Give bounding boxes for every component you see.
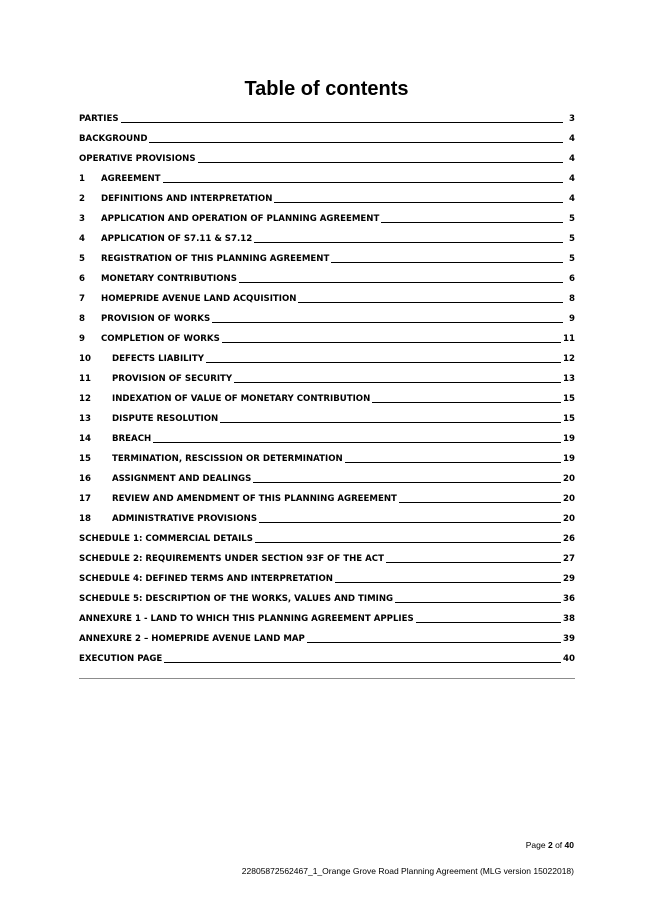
toc-entry[interactable] xyxy=(79,584,575,604)
toc-entry[interactable] xyxy=(79,144,575,164)
page-label: Page xyxy=(525,840,546,850)
toc-entry[interactable] xyxy=(79,184,575,204)
toc-entry-title: REVIEW AND AMENDMENT OF THIS PLANNING AGREEMENT xyxy=(112,494,397,504)
toc-entry[interactable] xyxy=(79,444,575,464)
toc-entry[interactable] xyxy=(79,524,575,544)
toc-leader-line xyxy=(254,242,563,243)
toc-entry[interactable] xyxy=(79,224,575,244)
toc-entry[interactable] xyxy=(79,564,575,584)
page-current: 2 xyxy=(547,840,553,850)
page-total: 40 xyxy=(564,840,574,850)
toc-entry-title: PROVISION OF WORKS xyxy=(101,314,211,324)
toc-leader-line xyxy=(399,502,561,503)
toc-entry-page: 4 xyxy=(569,154,575,164)
toc-entry-title: HOMEPRIDE AVENUE LAND ACQUISITION xyxy=(101,294,297,304)
toc-entry-page: 38 xyxy=(563,614,575,624)
document-reference: 22805872562467_1_Orange Grove Road Planning Agreement (MLG version 15022018) xyxy=(241,866,574,876)
toc-entry-number: 7 xyxy=(79,294,85,304)
toc-leader-line xyxy=(386,562,561,563)
toc-entry-number: 13 xyxy=(79,414,91,424)
toc-entry[interactable] xyxy=(79,404,575,424)
toc-entry-title: COMPLETION OF WORKS xyxy=(101,334,220,344)
toc-entry-number: 12 xyxy=(79,394,91,404)
toc-entry-title: TERMINATION, RESCISSION OR DETERMINATION xyxy=(112,454,343,464)
toc-entry-page: 8 xyxy=(569,294,575,304)
toc-entry-title: DEFINITIONS AND INTERPRETATION xyxy=(101,194,273,204)
toc-leader-line xyxy=(395,602,561,603)
toc-entry-number: 14 xyxy=(79,434,91,444)
toc-entry-title: ADMINISTRATIVE PROVISIONS xyxy=(112,514,258,524)
toc-entry[interactable] xyxy=(79,104,575,124)
toc-entry[interactable] xyxy=(79,324,575,344)
toc-entry-page: 40 xyxy=(563,654,575,664)
toc-leader-line xyxy=(198,162,563,163)
toc-leader-line xyxy=(149,142,563,143)
toc-entry-page: 6 xyxy=(569,274,575,284)
page-of: of xyxy=(555,840,563,850)
toc-leader-line xyxy=(335,582,561,583)
toc-entry[interactable] xyxy=(79,544,575,564)
toc-entry-page: 19 xyxy=(563,454,575,464)
toc-leader-line xyxy=(222,342,561,343)
toc-entry-title: APPLICATION OF S7.11 & S7.12 xyxy=(101,234,253,244)
toc-entry-page: 5 xyxy=(569,234,575,244)
toc-entry-title: SCHEDULE 2: REQUIREMENTS UNDER SECTION 93F OF THE ACT xyxy=(79,554,384,564)
toc-entry-page: 20 xyxy=(563,494,575,504)
toc-entry-page: 15 xyxy=(563,414,575,424)
toc-entry-page: 4 xyxy=(569,194,575,204)
toc-leader-line xyxy=(164,662,561,663)
toc-leader-line xyxy=(274,202,563,203)
toc-leader-line xyxy=(416,622,561,623)
toc-entry-page: 39 xyxy=(563,634,575,644)
toc-entry-number: 17 xyxy=(79,494,91,504)
toc-leader-line xyxy=(206,362,561,363)
toc-entry[interactable] xyxy=(79,304,575,324)
toc-entry-page: 11 xyxy=(563,334,575,344)
toc-entry-page: 3 xyxy=(569,114,575,124)
toc-entry-title: OPERATIVE PROVISIONS xyxy=(79,154,196,164)
toc-entry-page: 5 xyxy=(569,214,575,224)
toc-entry[interactable] xyxy=(79,264,575,284)
toc-entry-title: DEFECTS LIABILITY xyxy=(112,354,204,364)
divider-rule xyxy=(79,678,575,679)
toc-entry-page: 4 xyxy=(569,134,575,144)
toc-leader-line xyxy=(239,282,563,283)
toc-leader-line xyxy=(372,402,561,403)
toc-entry[interactable] xyxy=(79,424,575,444)
toc-entry-title: BREACH xyxy=(112,434,152,444)
toc-leader-line xyxy=(255,542,561,543)
toc-entry-page: 20 xyxy=(563,514,575,524)
toc-entry-number: 5 xyxy=(79,254,85,264)
toc-entry[interactable] xyxy=(79,644,575,664)
toc-entry[interactable] xyxy=(79,504,575,524)
toc-entry-title: PARTIES xyxy=(79,114,119,124)
toc-entry-title: AGREEMENT xyxy=(101,174,161,184)
page-number xyxy=(526,840,574,850)
toc-entry[interactable] xyxy=(79,384,575,404)
toc-entry[interactable] xyxy=(79,604,575,624)
toc-entry-title: APPLICATION AND OPERATION OF PLANNING AGREEMENT xyxy=(101,214,380,224)
toc-entry[interactable] xyxy=(79,284,575,304)
toc-entry-title: DISPUTE RESOLUTION xyxy=(112,414,219,424)
toc-entry-title: MONETARY CONTRIBUTIONS xyxy=(101,274,237,284)
toc-leader-line xyxy=(331,262,563,263)
toc-leader-line xyxy=(259,522,561,523)
toc-entry[interactable] xyxy=(79,484,575,504)
toc-entry[interactable] xyxy=(79,124,575,144)
toc-entry[interactable] xyxy=(79,364,575,384)
toc-entry[interactable] xyxy=(79,344,575,364)
toc-leader-line xyxy=(163,182,563,183)
toc-entry-number: 18 xyxy=(79,514,91,524)
table-of-contents xyxy=(79,104,575,664)
toc-entry-number: 10 xyxy=(79,354,91,364)
toc-entry-title: SCHEDULE 1: COMMERCIAL DETAILS xyxy=(79,534,253,544)
toc-entry-page: 19 xyxy=(563,434,575,444)
toc-leader-line xyxy=(381,222,563,223)
page-title: Table of contents xyxy=(244,78,409,100)
toc-leader-line xyxy=(121,122,563,123)
toc-entry-page: 20 xyxy=(563,474,575,484)
toc-entry-number: 6 xyxy=(79,274,85,284)
toc-entry-title: INDEXATION OF VALUE OF MONETARY CONTRIBUTION xyxy=(112,394,371,404)
toc-leader-line xyxy=(345,462,561,463)
toc-entry-number: 1 xyxy=(79,174,85,184)
toc-entry-page: 9 xyxy=(569,314,575,324)
toc-entry-title: ANNEXURE 2 – HOMEPRIDE AVENUE LAND MAP xyxy=(79,634,305,644)
toc-entry-page: 27 xyxy=(563,554,575,564)
toc-entry[interactable] xyxy=(79,204,575,224)
toc-entry-title: SCHEDULE 5: DESCRIPTION OF THE WORKS, VALUES AND TIMING xyxy=(79,594,394,604)
toc-entry-page: 4 xyxy=(569,174,575,184)
toc-entry-title: BACKGROUND xyxy=(79,134,148,144)
toc-entry[interactable] xyxy=(79,244,575,264)
toc-entry-page: 29 xyxy=(563,574,575,584)
toc-entry-title: ASSIGNMENT AND DEALINGS xyxy=(112,474,252,484)
toc-entry-number: 11 xyxy=(79,374,91,384)
toc-entry-page: 12 xyxy=(563,354,575,364)
toc-entry-number: 2 xyxy=(79,194,85,204)
toc-entry-number: 3 xyxy=(79,214,85,224)
toc-entry-number: 16 xyxy=(79,474,91,484)
toc-entry[interactable] xyxy=(79,164,575,184)
toc-entry-number: 4 xyxy=(79,234,85,244)
toc-leader-line xyxy=(298,302,563,303)
toc-entry-title: REGISTRATION OF THIS PLANNING AGREEMENT xyxy=(101,254,330,264)
toc-entry-title: SCHEDULE 4: DEFINED TERMS AND INTERPRETATION xyxy=(79,574,333,584)
toc-leader-line xyxy=(153,442,561,443)
toc-entry-number: 8 xyxy=(79,314,85,324)
toc-leader-line xyxy=(220,422,561,423)
toc-entry-page: 36 xyxy=(563,594,575,604)
toc-entry-page: 13 xyxy=(563,374,575,384)
toc-leader-line xyxy=(253,482,561,483)
toc-entry[interactable] xyxy=(79,624,575,644)
toc-leader-line xyxy=(307,642,561,643)
toc-entry-page: 26 xyxy=(563,534,575,544)
toc-entry-page: 5 xyxy=(569,254,575,264)
toc-entry-number: 9 xyxy=(79,334,85,344)
toc-entry[interactable] xyxy=(79,464,575,484)
toc-entry-title: EXECUTION PAGE xyxy=(79,654,163,664)
toc-entry-number: 15 xyxy=(79,454,91,464)
toc-leader-line xyxy=(212,322,563,323)
toc-leader-line xyxy=(234,382,561,383)
toc-entry-page: 15 xyxy=(563,394,575,404)
toc-entry-title: ANNEXURE 1 - LAND TO WHICH THIS PLANNING AGREEMENT APPLIES xyxy=(79,614,414,624)
toc-entry-title: PROVISION OF SECURITY xyxy=(112,374,233,384)
